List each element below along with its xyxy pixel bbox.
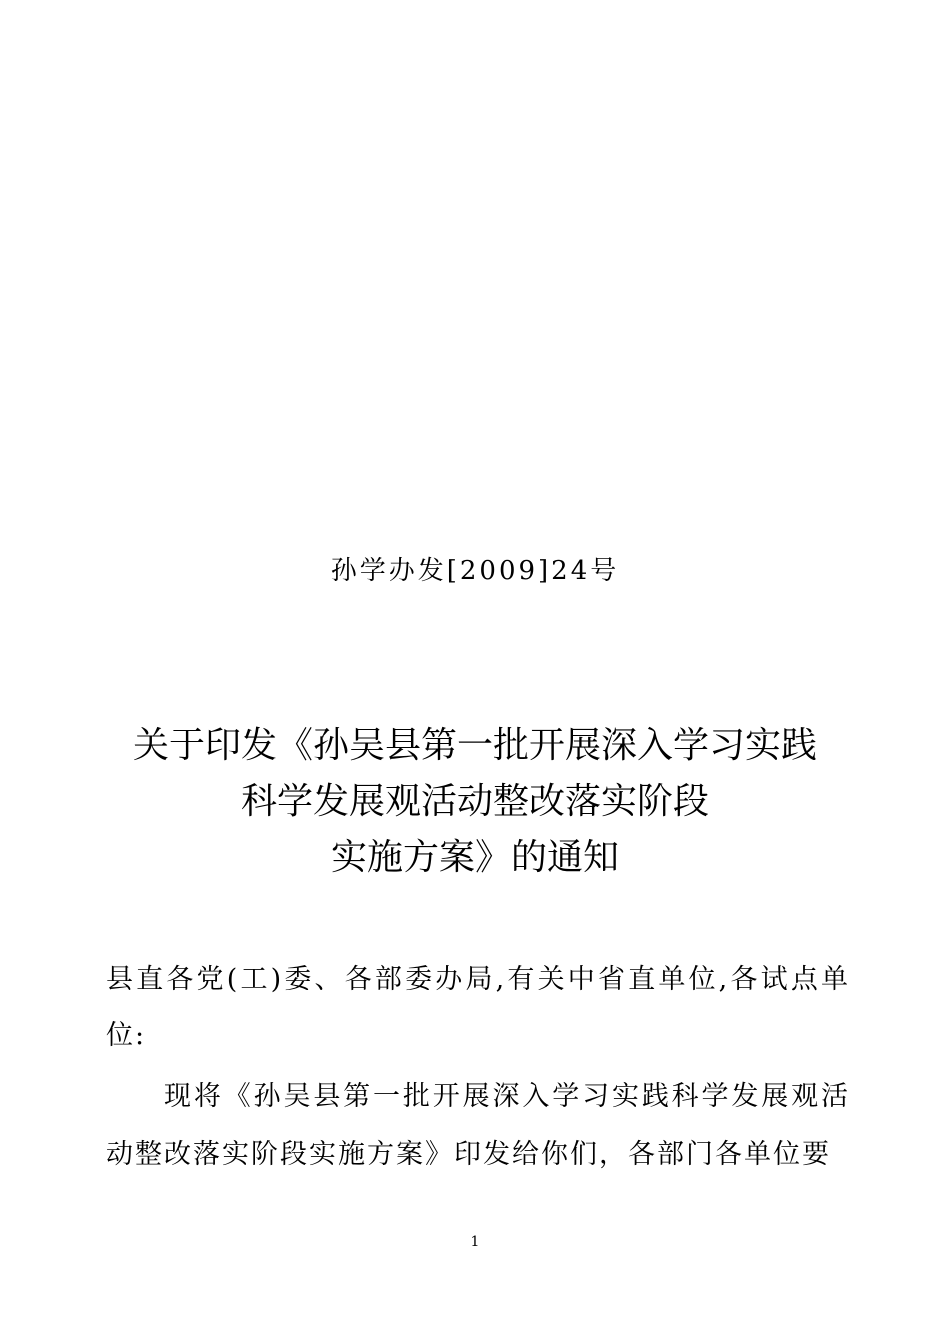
document-title — [60, 718, 890, 886]
addressee-line: 县直各党(工)委、各部委办局,有关中省直单位,各试点单位: — [106, 964, 850, 1051]
title-line-2: 科学发展观活动整改落实阶段 — [240, 781, 709, 822]
title-line-1: 关于印发《孙吴县第一批开展深入学习实践 — [132, 725, 817, 766]
body-paragraph: 现将《孙吴县第一批开展深入学习实践科学发展观活动整改落实阶段实施方案》印发给你们，各部门各单位要 — [106, 1081, 850, 1170]
document-number: 孙学办发[2009]24号 — [330, 556, 620, 586]
title-line-3: 实施方案》的通知 — [330, 837, 619, 878]
page-number: 1 — [470, 1234, 480, 1250]
